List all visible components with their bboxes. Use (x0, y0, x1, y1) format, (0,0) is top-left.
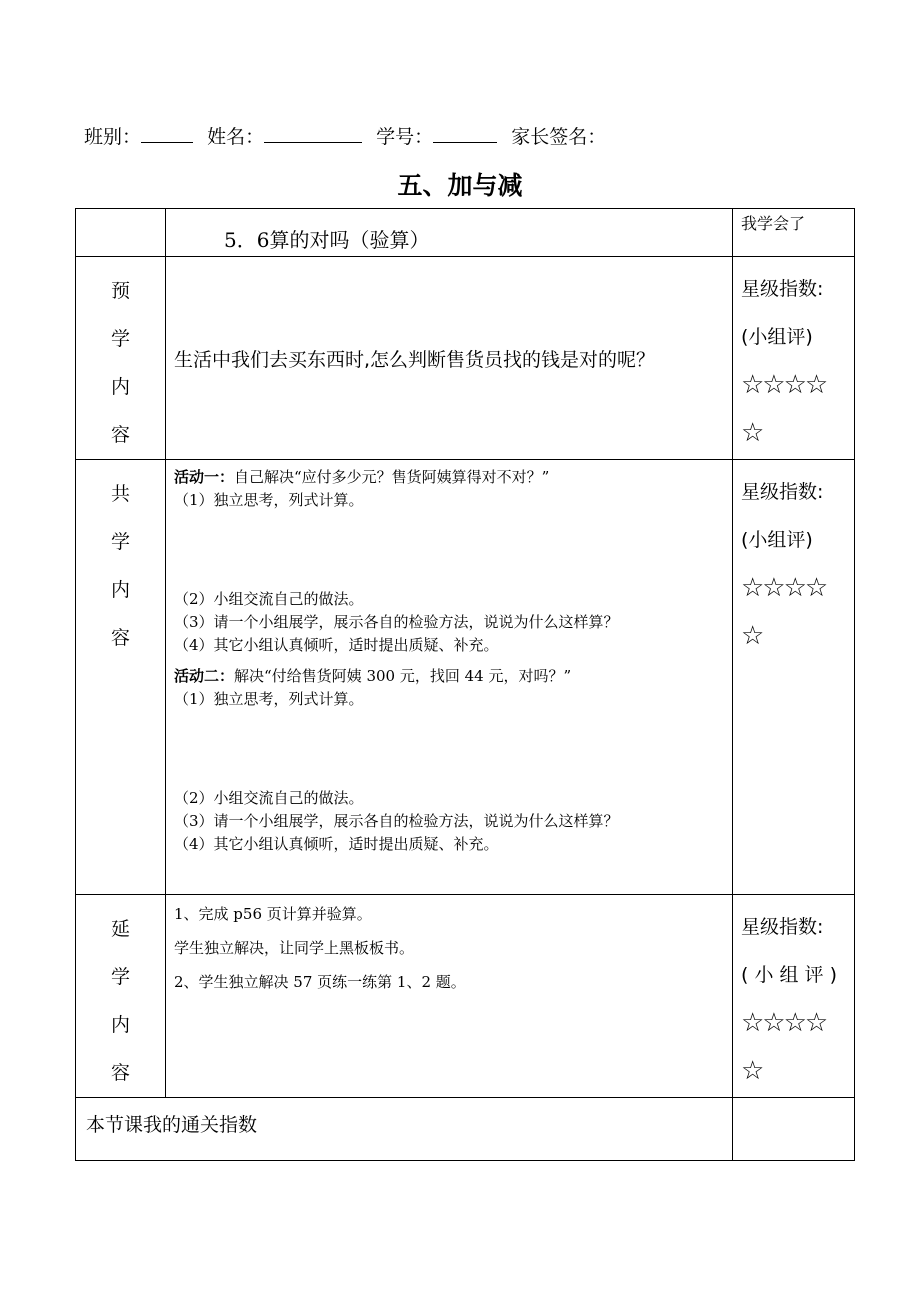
activity-1 (174, 466, 732, 489)
learned-label: 我学会了 (733, 209, 855, 257)
pass-index-value[interactable] (733, 1098, 855, 1161)
extension-item: 学生独立解决，让同学上黑板板书。 (174, 939, 415, 957)
rating-label: 星级指数: (741, 278, 824, 300)
corner-cell (76, 209, 166, 257)
class-blank[interactable] (141, 124, 193, 143)
activity-1-step: （4）其它小组认真倾听，适时提出质疑、补充。 (174, 636, 499, 654)
lesson-title: 5．6算的对吗（验算） (166, 209, 733, 257)
activity-2-step: （2）小组交流自己的做法。 (174, 789, 364, 807)
name-blank[interactable] (264, 124, 362, 143)
shared-label: 共 学 内 容 (76, 460, 166, 895)
extension-rating (733, 895, 855, 1098)
star-rating[interactable]: ☆☆☆☆☆ (741, 1008, 827, 1086)
student-info-line (84, 122, 606, 149)
star-rating[interactable]: ☆☆☆☆☆ (741, 370, 827, 448)
shared-rating (733, 460, 855, 895)
activity-2-step: （1）独立思考，列式计算。 (174, 690, 364, 708)
activity-1-step: （1）独立思考，列式计算。 (174, 491, 364, 509)
activity-2-step: （3）请一个小组展学，展示各自的检验方法，说说为什么这样算？ (174, 812, 619, 830)
extension-content (166, 895, 733, 1098)
class-label: 班别： (84, 126, 142, 148)
preview-content: 生活中我们去买东西时,怎么判断售货员找的钱是对的呢？ (166, 257, 733, 460)
extension-label: 延 学 内 容 (76, 895, 166, 1098)
student-number-label: 学号： (376, 126, 434, 148)
rating-group: ( 小 组 评 ) (741, 964, 837, 986)
extension-item: 1、完成 p56 页计算并验算。 (174, 905, 372, 923)
name-label: 姓名： (207, 126, 265, 148)
activity-2 (174, 665, 732, 688)
parent-signature-label: 家长签名： (511, 126, 607, 148)
student-number-blank[interactable] (433, 124, 497, 143)
activity-1-title: 活动一： (174, 468, 235, 486)
activity-1-text: 自己解决“应付多少元？售货阿姨算得对不对？” (234, 468, 550, 486)
preview-label: 预 学 内 容 (76, 257, 166, 460)
activity-1-step: （2）小组交流自己的做法。 (174, 590, 364, 608)
star-rating[interactable]: ☆☆☆☆☆ (741, 573, 827, 651)
pass-index-label: 本节课我的通关指数 (76, 1098, 733, 1161)
rating-label: 星级指数: (741, 481, 824, 503)
rating-label: 星级指数: (741, 916, 824, 938)
activity-1-step: （3）请一个小组展学，展示各自的检验方法，说说为什么这样算？ (174, 613, 619, 631)
lesson-table (75, 208, 855, 1161)
rating-group: (小组评) (741, 326, 813, 348)
activity-2-title: 活动二： (174, 667, 235, 685)
extension-item: 2、学生独立解决 57 页练一练第 1、2 题。 (174, 973, 466, 991)
rating-group: (小组评) (741, 529, 813, 551)
activity-2-text: 解决“付给售货阿姨 300 元，找回 44 元，对吗？” (234, 667, 572, 685)
activity-2-step: （4）其它小组认真倾听，适时提出质疑、补充。 (174, 835, 499, 853)
page-title: 五、加与减 (397, 171, 523, 200)
preview-rating (733, 257, 855, 460)
shared-content (166, 460, 733, 895)
